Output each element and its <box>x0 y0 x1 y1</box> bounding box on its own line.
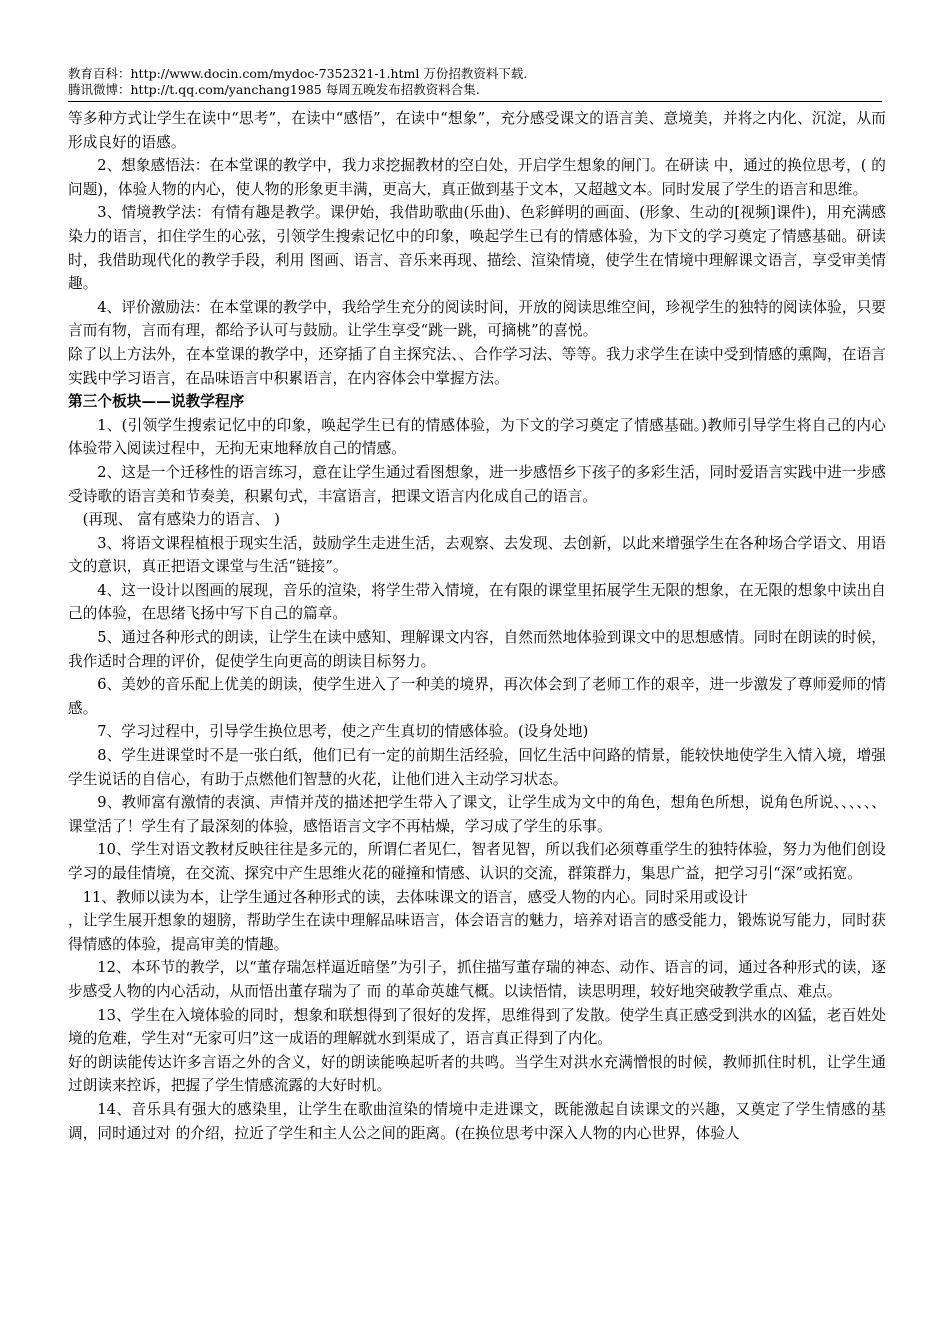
header-line-docin: 教育百科：http://www.docin.com/mydoc-7352321-1.html 万份招教资料下载. <box>68 66 528 81</box>
header-line-weibo: 腾讯微博：http://t.qq.com/yanchang1985 每周五晚发布招教资料合集. <box>68 82 480 97</box>
paragraph: 2、想象感悟法：在本堂课的教学中，我力求挖掘教材的空白处，开启学生想象的闸门。在研读 中，通过的换位思考，( 的问题)，体验人物的内心，使人物的形象更丰满，更高大，真正做到基于文本，又超越文本。同时发展了学生的语言和思维。 <box>68 157 886 198</box>
paragraph: 3、情境教学法：有情有趣是教学。课伊始，我借助歌曲(乐曲)、色彩鲜明的画面、(形象、生动的[视频]课件)，用充满感染力的语言，扣住学生的心弦，引领学生搜索记忆中的印象，唤起学生已有的情感体验，为下文的学习奠定了情感基础。研读 时，我借助现代化的教学手段，利用 图画、语言、音乐来再现、描绘、渲染情境，使学生在情境中理解课文语言，享受审美情趣。 <box>68 204 886 293</box>
paragraph: 11、教师以读为本，让学生通过各种形式的读，去体味课文的语言，感受人物的内心。同时采用或设计 <box>82 888 748 906</box>
paragraph: 好的朗读能传达许多言语之外的含义，好的朗读能唤起听者的共鸣。当学生对洪水充满憎恨的时候，教师抓住时机，让学生通过朗读来控诉，把握了学生情感流露的大好时机。 <box>68 1053 886 1095</box>
paragraph: 4、这一设计以图画的展现，音乐的渲染，将学生带入情境，在有限的课堂里拓展学生无限的想象，在无限的想象中读出自己的体验，在思绪飞扬中写下自己的篇章。 <box>68 581 886 623</box>
paragraph: 9、教师富有激情的表演、声情并茂的描述把学生带入了课文，让学生成为文中的角色，想角色所想，说角色所说、、、、、、课堂活了！学生有了最深刻的体验，感悟语言文字不再枯燥，学习成了学生的乐事。 <box>68 794 886 835</box>
page-header <box>68 66 882 102</box>
paragraph: 4、评价激励法：在本堂课的教学中，我给学生充分的阅读时间，开放的阅读思维空间，珍视学生的独特的阅读体验，只要言而有物，言而有理，都给予认可与鼓励。让学生享受“跳一跳，可摘桃”的喜悦。 <box>68 298 886 340</box>
paragraph: 除了以上方法外，在本堂课的教学中，还穿插了自主探究法、、合作学习法、等等。我力求学生在读中受到情感的熏陶，在语言实践中学习语言，在品味语言中积累语言，在内容体会中掌握方法。 <box>68 345 886 387</box>
paragraph: ，让学生展开想象的翅膀，帮助学生在读中理解品味语言，体会语言的魅力，培养对语言的感受能力，锻炼说写能力，同时获得情感的体验，提高审美的情趣。 <box>68 912 886 953</box>
section-heading: 第三个板块——说教学程序 <box>68 393 245 411</box>
paragraph: 等多种方式让学生在读中“思考”，在读中“感悟”，在读中“想象”，充分感受课文的语言美、意境美，并将之内化、沉淀，从而形成良好的语感。 <box>68 110 886 151</box>
paragraph: 5、通过各种形式的朗读，让学生在读中感知、理解课文内容，自然而然地体验到课文中的思想感情。同时在朗读的时候，我作适时合理的评价，促使学生向更高的朗读目标努力。 <box>68 629 886 670</box>
paragraph: 12、本环节的教学，以“董存瑞怎样逼近暗堡”为引子，抓住描写董存瑞的神态、动作、语言的词，通过各种形式的读，逐步感受人物的内心活动，从而悟出董存瑞为了 而 的革命英雄气概。以读悟情，读思明理，较好地突破教学重点、难点。 <box>68 959 886 1000</box>
paragraph: 13、学生在入境体验的同时，想象和联想得到了很好的发挥，思维得到了发散。使学生真正感受到洪水的凶猛，老百姓处境的危难，学生对“无家可归”这一成语的理解就水到渠成了，语言真正得到了内化。 <box>68 1006 886 1048</box>
paragraph: 14、音乐具有强大的感染里，让学生在歌曲渲染的情境中走进课文，既能激起自读课文的兴趣，又奠定了学生情感的基调，同时通过对 的介绍，拉近了学生和主人公之间的距离。(在换位思考中深入人物的内心世界，体验人 <box>68 1100 886 1142</box>
paragraph: 1、(引领学生搜索记忆中的印象，唤起学生已有的情感体验，为下文的学习奠定了情感基础。)教师引导学生将自己的内心体验带入阅读过程中，无拘无束地释放自己的情感。 <box>68 416 886 458</box>
document-body <box>68 107 886 1145</box>
paragraph: 2、这是一个迁移性的语言练习，意在让学生通过看图想象，进一步感悟乡下孩子的多彩生活，同时爱语言实践中进一步感受诗歌的语言美和节奏美，积累句式，丰富语言，把课文语言内化成自己的语言。 <box>68 463 886 505</box>
paragraph: 10、学生对语文教材反映往往是多元的，所谓仁者见仁，智者见智，所以我们必须尊重学生的独特体验，努力为他们创设学习的最佳情境，在交流、探究中产生思维火花的碰撞和情感、认识的交流，群策群力，集思广益，把学习引“深”或拓宽。 <box>68 841 886 882</box>
paragraph: (再现、 富有感染力的语言、 ) <box>82 511 280 529</box>
paragraph: 8、学生进课堂时不是一张白纸，他们已有一定的前期生活经验，回忆生活中问路的情景，能较快地使学生入情入境，增强学生说话的自信心，有助于点燃他们智慧的火花，让他们进入主动学习状态。 <box>68 747 886 788</box>
paragraph: 7、学习过程中，引导学生换位思考，使之产生真切的情感体验。(设身处地) <box>97 723 589 741</box>
paragraph: 6、美妙的音乐配上优美的朗读，使学生进入了一种美的境界，再次体会到了老师工作的艰辛，进一步激发了尊师爱师的情感。 <box>68 676 886 717</box>
paragraph: 3、将语文课程植根于现实生活，鼓励学生走进生活，去观察、去发现、去创新，以此来增强学生在各种场合学语文、用语文的意识，真正把语文课堂与生活“链接”。 <box>68 534 886 576</box>
